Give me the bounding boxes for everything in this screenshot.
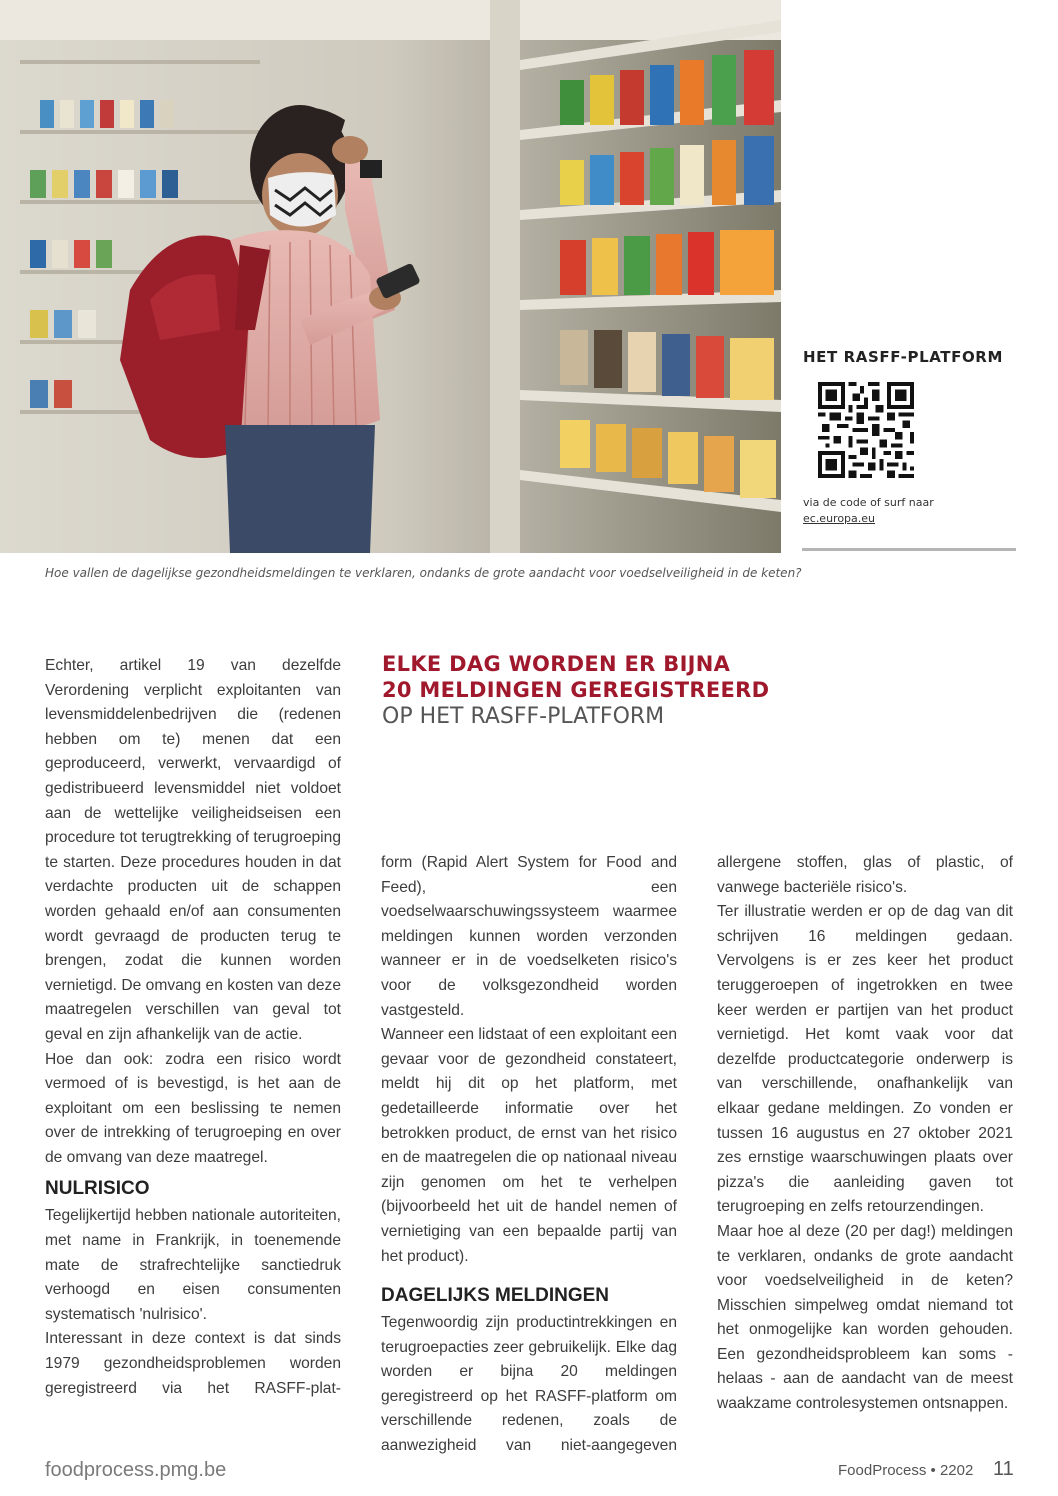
paragraph: Maar hoe al deze (20 per dag!) meldingen te verklaren, ondanks de grote aandacht voor voedselveiligheid in de keten? Misschien simpelweg omdat niemand tot het onmogelijke kan worden gehouden. Een gezondheidsprobleem kan soms - helaas - aan de aandacht van de meest waakzame controlesystemen ontsnappen.: [717, 1222, 1013, 1413]
footer-magazine: FoodProcess • 2202: [838, 1462, 974, 1479]
pull-quote: [382, 651, 822, 731]
sidebar-divider: [802, 548, 1016, 551]
paragraph: Tegelijkertijd hebben nationale autoriteiten, met name in Frankrijk, in toenemende mate de strafrechtelijke sanctiedruk verhoogd en eisen consumenten systematisch 'nulrisico'.: [45, 1207, 341, 1323]
body-column-3: [717, 851, 1013, 1417]
paragraph: allergene stoffen, glas of plastic, of vanwege bacteriële risico's.: [717, 854, 1013, 896]
body-column-2: [381, 851, 677, 1459]
paragraph: Wanneer een lidstaat of een exploitant een gevaar voor de gezondheid constateert, meldt hij dit op het platform, met gedetailleerde informatie over het betrokken product, de ernst van het risico en de maatregelen die op nationaal niveau zijn genomen om het te verhelpen (bijvoorbeeld het uit de handel nemen of vernietiging van een bepaalde partij van het product).: [381, 1026, 677, 1265]
pull-quote-line-1: ELKE DAG WORDEN ER BIJNA: [382, 652, 731, 676]
qr-code-icon[interactable]: [818, 382, 914, 478]
sidebar-title: HET RASFF-PLATFORM: [803, 348, 1003, 366]
footer-website[interactable]: foodprocess.pmg.be: [45, 1459, 227, 1481]
body-column-1: [45, 654, 341, 1401]
section-heading: NULRISICO: [45, 1178, 150, 1200]
section-heading: DAGELIJKS MELDINGEN: [381, 1285, 610, 1307]
pull-quote-line-2: 20 MELDINGEN GEREGISTREERD: [382, 678, 770, 702]
page-number: 11: [993, 1458, 1014, 1480]
sidebar-note-text: via de code of surf naar: [803, 496, 934, 509]
pull-quote-line-3: OP HET RASFF-PLATFORM: [382, 704, 665, 729]
paragraph: Hoe dan ook: zodra een risico wordt vermoed of is bevestigd, is het aan de exploitant om een beslissing te nemen over de intrekking of terugroeping en over de omvang van deze maatregel.: [45, 1050, 341, 1166]
paragraph: Interessant in deze context is dat sinds 1979 gezondheidsproblemen worden geregistreerd via het RASFF-plat-: [45, 1330, 341, 1397]
paragraph: Echter, artikel 19 van dezelfde Verordening verplicht exploitanten van levensmiddelenbedrijven die (redenen hebben om te) menen dat een geproduceerd, verwerkt, vervaardigd of gedistribueerd levensmiddel niet voldoet aan de wettelijke veiligheidseisen een procedure tot terugtrekking of terugroeping te starten. Deze procedures houden in dat verdachte producten uit de schappen worden gehaald en/of aan consumenten wordt gevraagd de producten terug te brengen, zodat die kunnen worden vernietigd. De omvang en kosten van deze maatregelen verschillen van geval tot geval en zijn afhankelijk van de actie.: [45, 657, 341, 1043]
hero-photo: [0, 0, 781, 553]
paragraph: Ter illustratie werden er op de dag van dit schrijven 16 meldingen gedaan. Vervolgens is er zes keer het product teruggeroepen of ingetrokken en twee keer werden er partijen van het product vernietigd. Het komt vaak voor dat dezelfde productcategorie onderwerp is van verschillende, onafhankelijk van elkaar gedane meldingen. Zo vonden er tussen 16 augustus en 27 oktober 2021 zes ernstige waarschuwingen plaats over pizza's die aanleiding gaven tot terugroeping en zelfs retourzendingen.: [717, 903, 1013, 1216]
photo-caption: Hoe vallen de dagelijkse gezondheidsmeldingen te verklaren, ondanks de grote aandacht voor voedselveiligheid in de keten?: [45, 566, 802, 580]
paragraph: form (Rapid Alert System for Food and Feed), een voedselwaarschuwingssysteem waarmee meldingen kunnen worden verzonden wanneer er in de voedselketen risico's voor de volksgezondheid worden vastgesteld.: [381, 854, 677, 1019]
sidebar-link[interactable]: ec.europa.eu: [803, 512, 876, 525]
sidebar-note: [803, 495, 934, 527]
paragraph: Tegenwoordig zijn productintrekkingen en terugroepacties zeer gebruikelijk. Elke dag worden er bijna 20 meldingen geregistreerd op het RASFF-platform om verschillende redenen, zoals de aanwezigheid van niet-aangegeven: [381, 1314, 677, 1455]
